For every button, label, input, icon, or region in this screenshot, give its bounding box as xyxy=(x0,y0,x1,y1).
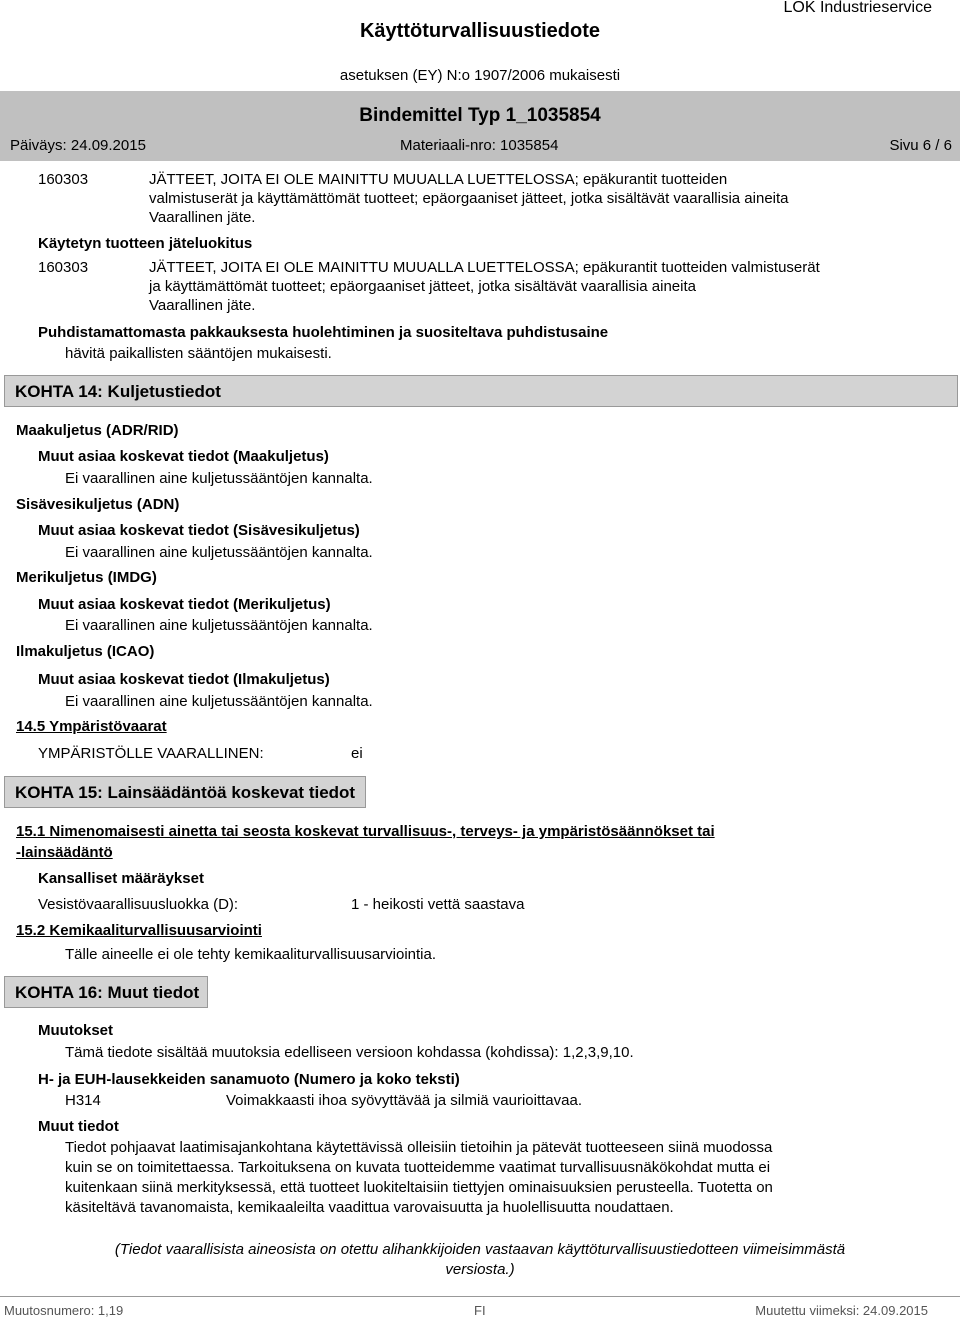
section-14-bar xyxy=(4,375,958,407)
section-15-1-heading-line: 15.1 Nimenomaisesti ainetta tai seosta koskevat turvallisuus-, terveys- ja ympäristösäännökset tai xyxy=(16,823,715,840)
water-hazard-value: 1 - heikosti vettä saastava xyxy=(351,896,525,913)
h-statement-text: Voimakkaasti ihoa syövyttävää ja silmiä vaurioittavaa. xyxy=(226,1092,583,1109)
material-number: Materiaali-nro: 1035854 xyxy=(400,137,559,154)
company-name: LOK Industrieservice xyxy=(783,0,932,16)
other-info-line: kuitenkaan siinä merkityksessä, että tuotteet luokiteltaisiin tiettyjen ominaisuuksien perusteella. Tuotetta on xyxy=(65,1179,773,1196)
water-hazard-label: Vesistövaarallisuusluokka (D): xyxy=(38,896,239,913)
other-info-heading: Muut tiedot xyxy=(38,1118,119,1135)
product-name: Bindemittel Typ 1_1035854 xyxy=(359,105,601,126)
imdg-heading: Merikuljetus (IMDG) xyxy=(16,569,157,586)
section-15-2-heading: 15.2 Kemikaaliturvallisuusarviointi xyxy=(16,922,262,939)
language-code: FI xyxy=(474,1303,486,1318)
waste-description-line: JÄTTEET, JOITA EI OLE MAINITTU MUUALLA LUETTELOSSA; epäkurantit tuotteiden xyxy=(149,171,728,188)
adr-subheading: Muut asiaa koskevat tiedot (Maakuljetus) xyxy=(38,448,329,465)
footer-divider xyxy=(0,1296,960,1297)
environment-heading: 14.5 Ympäristövaarat xyxy=(16,718,167,735)
other-info-line: Tiedot pohjaavat laatimisajankohtana käytettävissä olleisiin tietoihin ja pätevät tuotteeseen siinä muodossa xyxy=(65,1139,773,1156)
changes-text: Tämä tiedote sisältää muutoksia edelliseen versioon kohdassa (kohdissa): 1,2,3,9,10. xyxy=(65,1044,634,1061)
waste-description-line: ja käyttämättömät tuotteet; epäorgaaniset jätteet, jotka sisältävät vaarallisia aineita xyxy=(149,278,696,295)
waste-description-line: JÄTTEET, JOITA EI OLE MAINITTU MUUALLA LUETTELOSSA; epäkurantit tuotteiden valmistuserät xyxy=(149,259,820,276)
icao-text: Ei vaarallinen aine kuljetussääntöjen kannalta. xyxy=(65,693,373,710)
imdg-text: Ei vaarallinen aine kuljetussääntöjen kannalta. xyxy=(65,617,373,634)
section-16-bar xyxy=(4,976,208,1008)
supplier-note-line: (Tiedot vaarallisista aineosista on otettu alihankkijoiden vastaavan käyttöturvallisuustiedotteen viimeisimmästä xyxy=(114,1241,846,1258)
section-15-1-heading-line: -lainsäädäntö xyxy=(16,844,113,861)
h-statements-heading: H- ja EUH-lausekkeiden sanamuoto (Numero ja koko teksti) xyxy=(38,1071,460,1088)
section-15-bar xyxy=(4,776,366,808)
other-info-line: käsiteltävä tavanomaista, kemikaaleilta vaadittua varovaisuutta ja huolellisuutta noudattaen. xyxy=(65,1199,674,1216)
waste-hazard-note: Vaarallinen jäte. xyxy=(149,297,256,314)
other-info-line: kuin se on toimitettaessa. Tarkoituksena on kuvata tuotteidemme vaatimat turvallisuusnäkökohdat mutta ei xyxy=(65,1159,771,1176)
h-statement-code: H314 xyxy=(65,1092,101,1109)
waste-code: 160303 xyxy=(38,259,89,276)
revision-number: Muutosnumero: 1,19 xyxy=(4,1303,124,1318)
adn-subheading: Muut asiaa koskevat tiedot (Sisävesikuljetus) xyxy=(38,522,360,539)
waste-code: 160303 xyxy=(38,171,89,188)
supplier-note-line: versiosta.) xyxy=(445,1261,515,1278)
issue-date: Päiväys: 24.09.2015 xyxy=(10,137,146,154)
waste-hazard-note: Vaarallinen jäte. xyxy=(149,209,256,226)
changes-heading: Muutokset xyxy=(38,1022,113,1039)
packaging-text: hävitä paikallisten sääntöjen mukaisesti. xyxy=(65,345,332,362)
regulation-text: asetuksen (EY) N:o 1907/2006 mukaisesti xyxy=(339,67,621,84)
chemical-assessment-text: Tälle aineelle ei ole tehty kemikaaliturvallisuusarviointia. xyxy=(65,946,437,963)
used-product-waste-heading: Käytetyn tuotteen jäteluokitus xyxy=(38,235,253,252)
section-15-title: KOHTA 15: Lainsäädäntöä koskevat tiedot xyxy=(15,783,356,802)
environment-label: YMPÄRISTÖLLE VAARALLINEN: xyxy=(38,745,264,762)
environment-value: ei xyxy=(351,745,363,762)
icao-subheading: Muut asiaa koskevat tiedot (Ilmakuljetus) xyxy=(38,671,330,688)
section-16-title: KOHTA 16: Muut tiedot xyxy=(15,983,200,1002)
packaging-heading: Puhdistamattomasta pakkauksesta huolehtiminen ja suositeltava puhdistusaine xyxy=(38,324,609,341)
section-14-title: KOHTA 14: Kuljetustiedot xyxy=(15,382,221,401)
adn-text: Ei vaarallinen aine kuljetussääntöjen kannalta. xyxy=(65,544,373,561)
adr-heading: Maakuljetus (ADR/RID) xyxy=(16,422,179,439)
document-title: Käyttöturvallisuustiedote xyxy=(359,20,601,42)
adn-heading: Sisävesikuljetus (ADN) xyxy=(16,496,180,513)
last-modified: Muutettu viimeksi: 24.09.2015 xyxy=(755,1303,928,1318)
national-regulations-heading: Kansalliset määräykset xyxy=(38,870,204,887)
waste-description-line: valmistuserät ja käyttämättömät tuotteet; epäorgaaniset jätteet, jotka sisältävät vaarallisia aineita xyxy=(149,190,789,207)
adr-text: Ei vaarallinen aine kuljetussääntöjen kannalta. xyxy=(65,470,373,487)
page-number: Sivu 6 / 6 xyxy=(889,137,952,154)
imdg-subheading: Muut asiaa koskevat tiedot (Merikuljetus) xyxy=(38,596,331,613)
icao-heading: Ilmakuljetus (ICAO) xyxy=(16,643,155,660)
